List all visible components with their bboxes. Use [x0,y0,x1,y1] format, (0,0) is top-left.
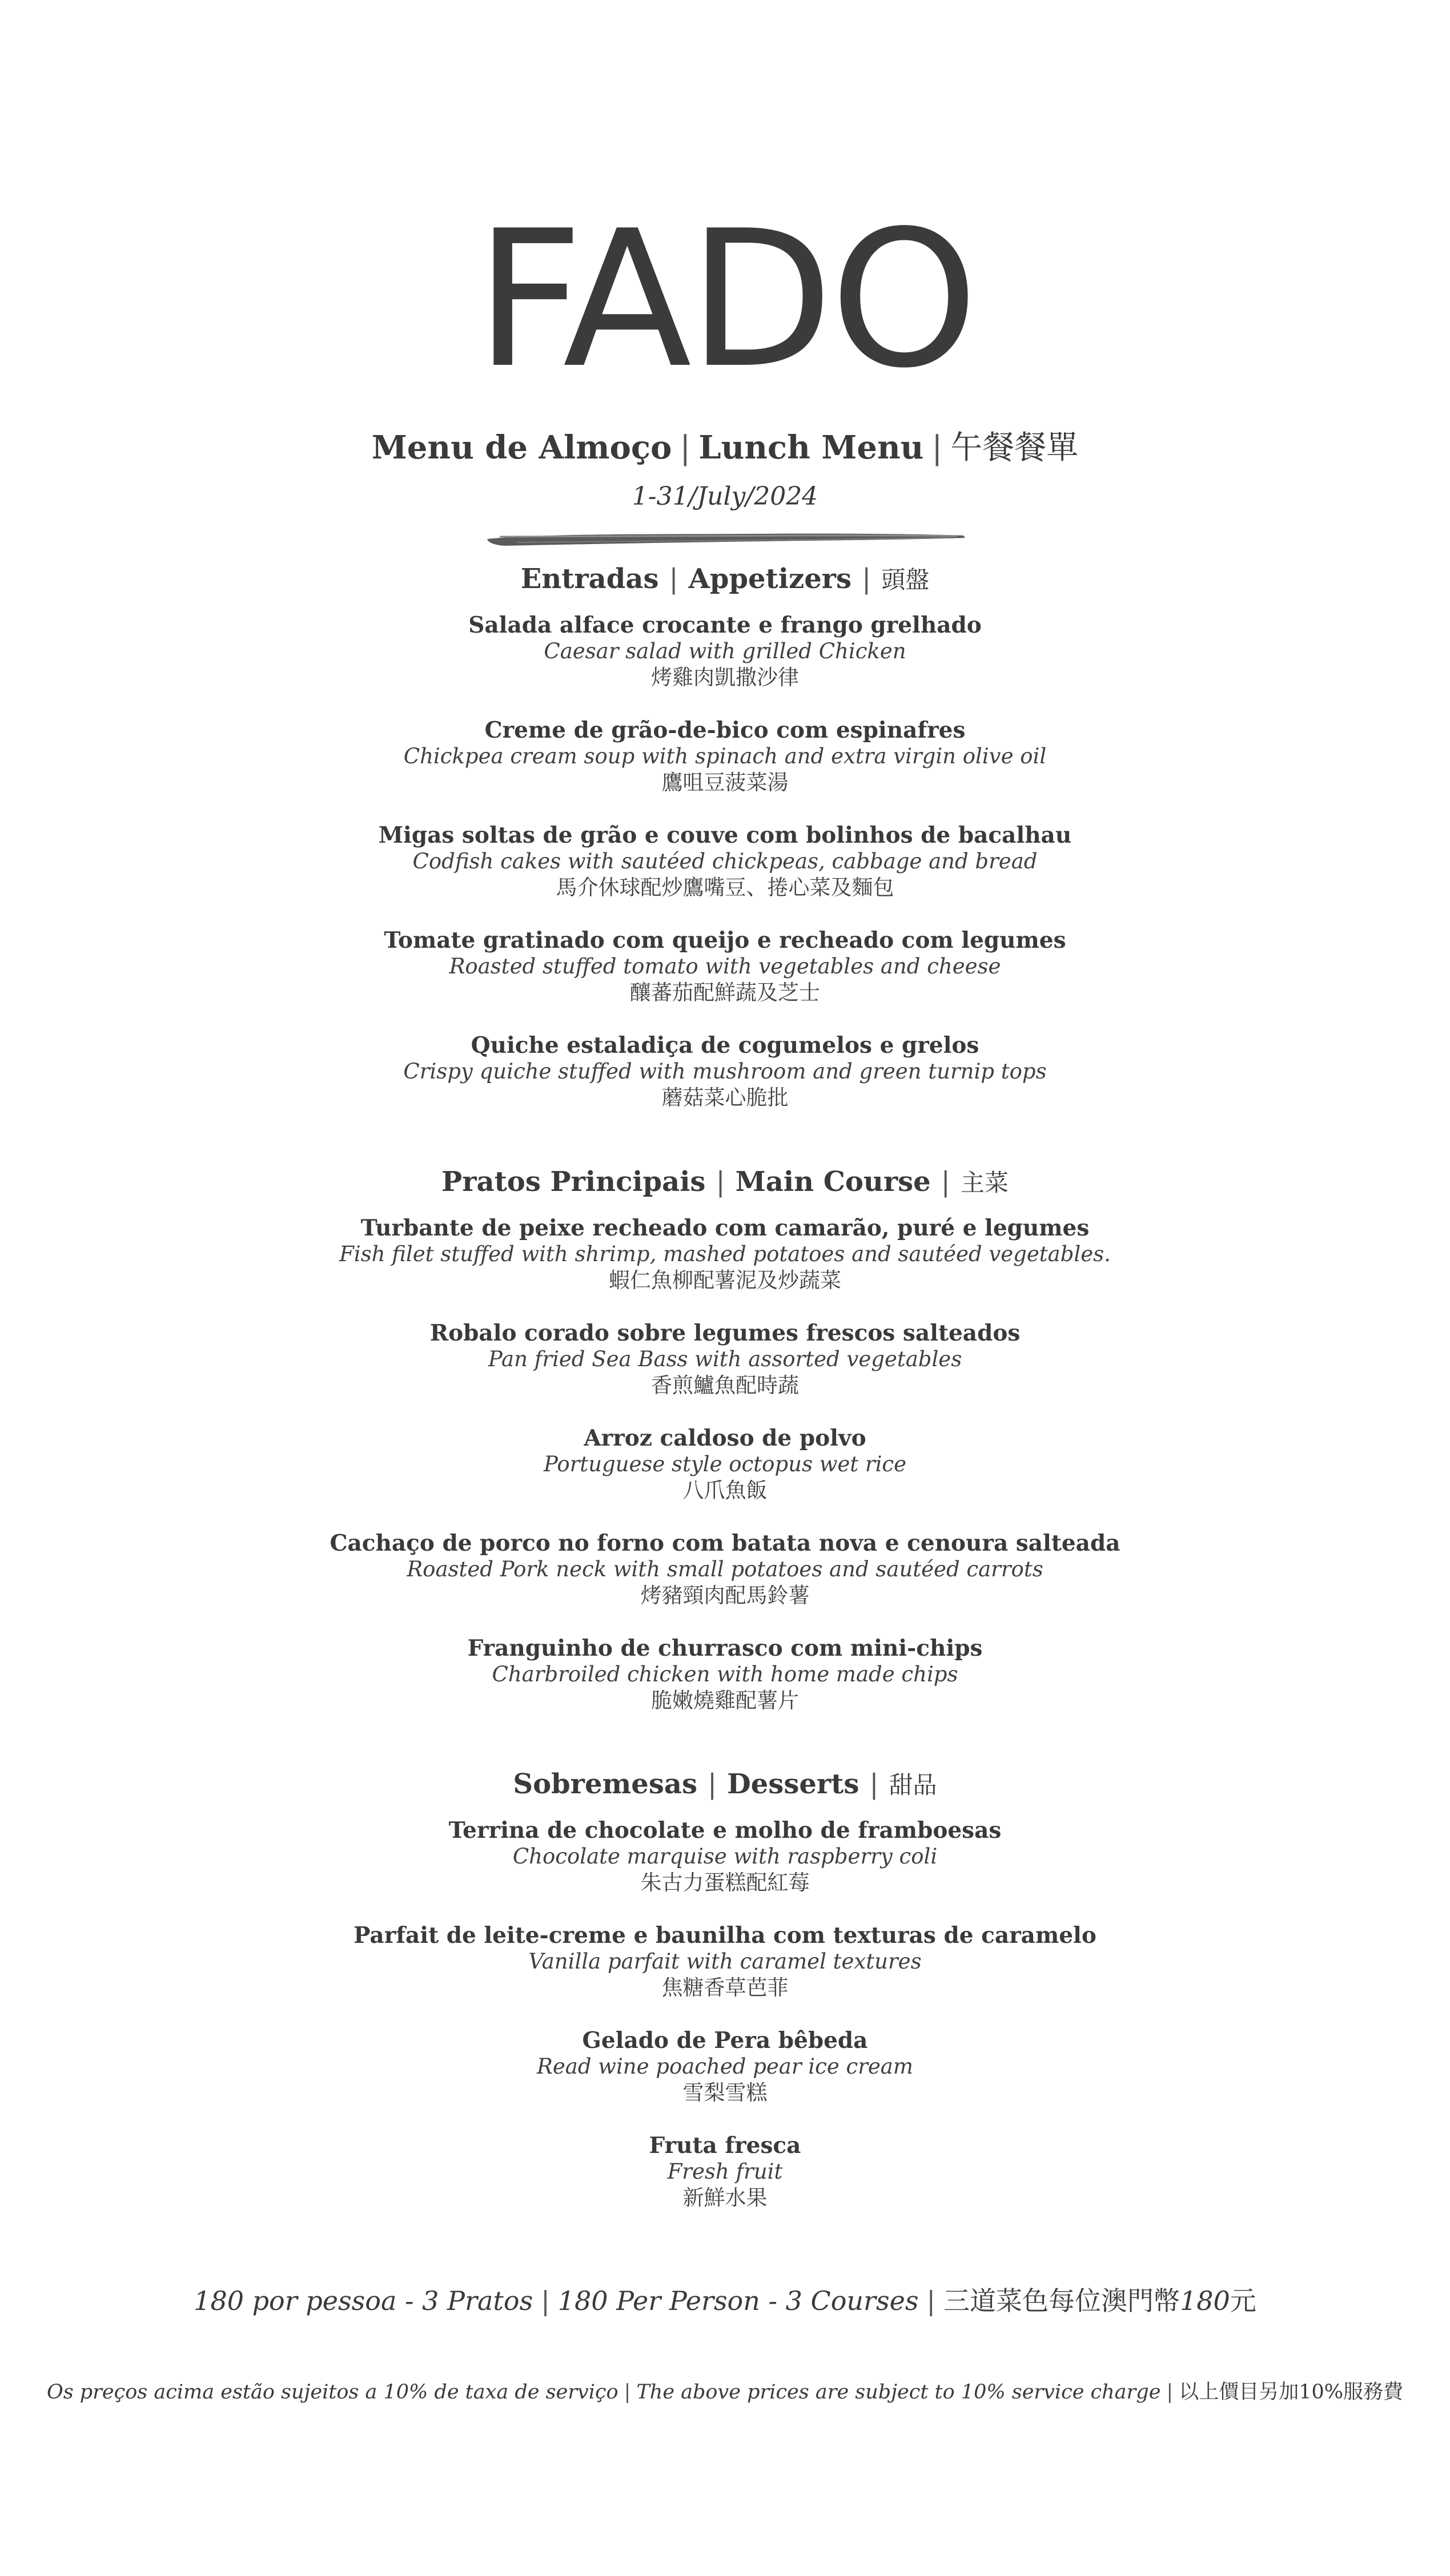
dish-name-en: Crispy quiche stuffed with mushroom and green turnip tops [403,1059,1047,1084]
dish-item [0,1922,1450,2027]
section-main-course [0,1164,1450,1740]
dish-name-pt: Fruta fresca [649,2132,801,2159]
divider: | [869,1768,879,1800]
dish-item [0,1635,1450,1740]
divider: | [941,1166,950,1198]
dish-name-en: Pan fried Sea Bass with assorted vegetables [488,1347,962,1371]
dish-item [0,1215,1450,1320]
dish-name-zh: 焦糖香草芭菲 [661,1975,789,2000]
menu-title-en: Lunch Menu [698,429,924,466]
section-heading [0,1766,1450,1817]
dish-name-zh: 香煎鱸魚配時蔬 [651,1373,799,1398]
price-pt: 180 por pessoa - 3 Pratos [194,2285,533,2316]
section-heading [0,1164,1450,1215]
dish-name-pt: Quiche estaladiça de cogumelos e grelos [471,1032,979,1058]
dish-name-pt: Robalo corado sobre legumes frescos salteados [429,1320,1021,1346]
dish-name-en: Caesar salad with grilled Chicken [544,639,906,663]
section-title-pt: Entradas [520,563,659,595]
dish-item [0,822,1450,927]
brush-stroke-divider [483,529,968,549]
price-zh-suffix: 元 [1230,2285,1256,2316]
dish-item [0,1425,1450,1530]
dish-name-en: Roasted stuffed tomato with vegetables and cheese [449,954,1001,979]
dish-name-en: Fish filet stuffed with shrimp, mashed potatoes and sautéed vegetables. [339,1242,1111,1266]
dish-name-pt: Salada alface crocante e frango grelhado [468,612,982,638]
section-title-en: Main Course [735,1166,931,1198]
price-zh-prefix: 三道菜色每位澳門幣 [943,2285,1180,2316]
dish-name-zh: 八爪魚飯 [682,1478,768,1503]
dish-name-zh: 鷹咀豆菠菜湯 [661,770,789,795]
dish-name-pt: Parfait de leite-creme e baunilha com texturas de caramelo [354,1922,1096,1949]
price-zh-amount: 180 [1179,2285,1230,2316]
divider: | [669,563,678,595]
menu-title-zh: 午餐餐單 [950,429,1079,466]
menu-date: 1-31/July/2024 [632,482,818,511]
brand-logo: FADO [475,190,975,409]
dish-name-pt: Arroz caldoso de polvo [584,1425,866,1451]
dish-name-en: Fresh fruit [667,2159,783,2184]
dish-name-zh: 朱古力蛋糕配紅莓 [640,1870,810,1895]
section-title-en: Appetizers [688,563,852,595]
divider: | [1166,2381,1174,2404]
service-note-zh: 以上價目另加10%服務費 [1179,2381,1403,2404]
price-line [0,2283,1450,2319]
dish-name-en: Charbroiled chicken with home made chips [492,1662,958,1687]
price-en: 180 Per Person - 3 Courses [557,2285,919,2316]
divider: | [707,1768,717,1800]
divider: | [680,429,691,466]
menu-title-pt: Menu de Almoço [371,429,672,466]
dish-name-zh: 脆嫩燒雞配薯片 [651,1688,799,1713]
dish-name-en: Chocolate marquise with raspberry coli [512,1844,938,1869]
dish-item [0,1032,1450,1137]
dish-name-pt: Turbante de peixe recheado com camarão, puré e legumes [360,1215,1090,1241]
section-title-zh: 主菜 [960,1169,1009,1197]
divider: | [541,2285,550,2316]
dish-name-pt: Migas soltas de grão e couve com bolinhos de bacalhau [378,822,1072,848]
divider: | [862,563,871,595]
dish-name-pt: Gelado de Pera bêbeda [582,2027,868,2054]
service-note-pt: Os preços acima estão sujeitos a 10% de taxa de serviço [47,2381,618,2404]
divider: | [926,2285,935,2316]
divider: | [931,429,943,466]
dish-name-en: Portuguese style octopus wet rice [543,1452,907,1476]
dish-name-en: Codfish cakes with sautéed chickpeas, cabbage and bread [412,849,1038,874]
dish-name-pt: Cachaço de porco no forno com batata nova e cenoura salteada [330,1530,1120,1556]
dish-name-pt: Franguinho de churrasco com mini-chips [467,1635,983,1661]
service-note-en: The above prices are subject to 10% service charge [636,2381,1161,2404]
dish-name-zh: 烤雞肉凱撒沙律 [651,665,799,690]
dish-item [0,2027,1450,2132]
dish-name-en: Read wine poached pear ice cream [537,2054,913,2079]
section-title-zh: 頭盤 [881,566,930,594]
service-charge-note [0,2378,1450,2406]
dish-name-en: Roasted Pork neck with small potatoes and sautéed carrots [407,1557,1043,1581]
section-desserts [0,1766,1450,2237]
dish-item [0,717,1450,822]
section-title-pt: Sobremesas [513,1768,697,1800]
section-heading [0,561,1450,612]
menu-title [0,427,1450,469]
dish-name-en: Vanilla parfait with caramel textures [528,1949,922,1974]
dish-item [0,612,1450,717]
dish-name-pt: Terrina de chocolate e molho de framboesas [448,1817,1002,1844]
section-appetizers [0,561,1450,1137]
dish-item [0,2132,1450,2237]
dish-name-zh: 蝦仁魚柳配薯泥及炒蔬菜 [609,1268,841,1293]
dish-name-pt: Tomate gratinado com queijo e recheado com legumes [384,927,1066,953]
section-title-zh: 甜品 [889,1771,937,1799]
dish-name-zh: 雪梨雪糕 [682,2080,768,2105]
dish-item [0,927,1450,1032]
dish-name-zh: 烤豬頸肉配馬鈴薯 [640,1583,810,1608]
dish-item [0,1530,1450,1635]
dish-name-zh: 馬介休球配炒鷹嘴豆、捲心菜及麵包 [556,875,894,900]
dish-name-en: Chickpea cream soup with spinach and extra virgin olive oil [403,744,1047,768]
dish-name-pt: Creme de grão-de-bico com espinafres [484,717,966,743]
dish-name-zh: 釀蕃茄配鮮蔬及芝士 [630,980,820,1005]
dish-name-zh: 蘑菇菜心脆批 [661,1085,789,1110]
dish-item [0,1320,1450,1425]
dish-name-zh: 新鮮水果 [682,2185,768,2210]
dish-item [0,1817,1450,1922]
section-title-pt: Pratos Principais [441,1166,706,1198]
divider: | [624,2381,631,2404]
section-title-en: Desserts [727,1768,859,1800]
divider: | [716,1166,725,1198]
